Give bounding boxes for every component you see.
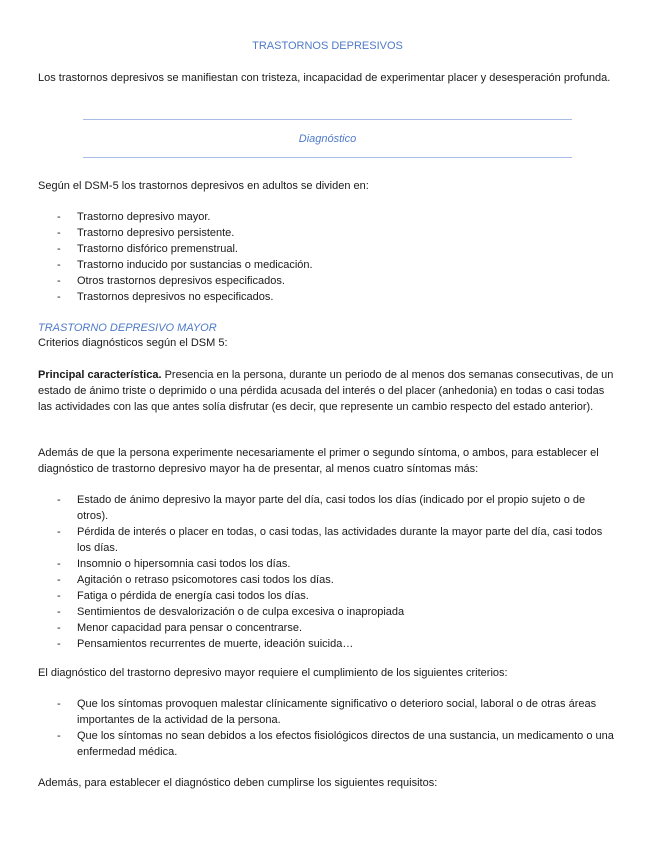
- list-item-text: Pérdida de interés o placer en todas, o casi todas, las actividades durante la mayor parte del día, casi todos los días.: [77, 526, 603, 554]
- intro-paragraph: Los trastornos depresivos se manifiestan con tristeza, incapacidad de experimentar placer y desesperación profunda.: [38, 72, 611, 84]
- list-item: [38, 588, 618, 604]
- list-item-text: Trastornos depresivos no especificados.: [77, 291, 274, 303]
- document-title: TRASTORNOS DEPRESIVOS: [252, 40, 403, 52]
- principal-text: Presencia en la persona, durante un periodo de al menos dos semanas consecutivas, de un estado de ánimo triste o deprimido o una pérdida acusada del interés o del placer (anhedonia) en todas o casi todas las actividades con las que antes solía disfrutar (es decir, que represente un cambio respecto del estado anterior).: [38, 369, 614, 413]
- list-item: [38, 241, 618, 257]
- bullet-dash: -: [57, 558, 61, 570]
- bottom-divider: [83, 157, 572, 158]
- bullet-dash: -: [57, 638, 61, 650]
- list-item-text: Sentimientos de desvalorización o de culpa excesiva o inapropiada: [77, 606, 405, 618]
- principal-label: Principal característica.: [38, 369, 162, 381]
- bullet-dash: -: [57, 227, 61, 239]
- list-item-text: Otros trastornos depresivos especificados.: [77, 275, 285, 287]
- list-item: [38, 556, 618, 572]
- final-intro: Además, para establecer el diagnóstico deben cumplirse los siguientes requisitos:: [38, 777, 438, 789]
- list-item: [38, 273, 618, 289]
- bullet-dash: -: [57, 574, 61, 586]
- list-item-text: Trastorno inducido por sustancias o medicación.: [77, 259, 313, 271]
- bullet-dash: -: [57, 606, 61, 618]
- bullet-dash: -: [57, 590, 61, 602]
- list-item: [38, 636, 618, 652]
- requirement-intro: El diagnóstico del trastorno depresivo mayor requiere el cumplimiento de los siguientes criterios:: [38, 667, 508, 679]
- diagnosis-subtitle: Diagnóstico: [298, 133, 357, 145]
- bullet-dash: -: [57, 291, 61, 303]
- list-item-text: Trastorno depresivo mayor.: [77, 211, 211, 223]
- list-item: [38, 289, 618, 305]
- list-item: [38, 728, 618, 760]
- section-heading: TRASTORNO DEPRESIVO MAYOR: [38, 322, 217, 334]
- additional-intro: Además de que la persona experimente necesariamente el primer o segundo síntoma, o ambos, para establecer el diagnóstico de trastorno depresivo mayor ha de presentar, al menos cuatro síntomas más:: [38, 447, 599, 475]
- list-item: [38, 257, 618, 273]
- criteria-intro: Criterios diagnósticos según el DSM 5:: [38, 337, 228, 349]
- requirements-list: [38, 696, 618, 760]
- bullet-dash: -: [57, 494, 61, 506]
- list-item-text: Insomnio o hipersomnia casi todos los días.: [77, 558, 291, 570]
- principal-paragraph: [38, 367, 618, 415]
- symptoms-list: [38, 492, 618, 652]
- disorder-types-list: [38, 209, 618, 305]
- bullet-dash: -: [57, 243, 61, 255]
- list-item-text: Menor capacidad para pensar o concentrarse.: [77, 622, 303, 634]
- bullet-dash: -: [57, 730, 61, 742]
- list-item-text: Trastorno disfórico premenstrual.: [77, 243, 238, 255]
- list-item-text: Agitación o retraso psicomotores casi todos los días.: [77, 574, 334, 586]
- list-item: [38, 696, 618, 728]
- list-item: [38, 209, 618, 225]
- list-item-text: Pensamientos recurrentes de muerte, ideación suicida…: [77, 638, 354, 650]
- list-item: [38, 225, 618, 241]
- bullet-dash: -: [57, 211, 61, 223]
- bullet-dash: -: [57, 622, 61, 634]
- list-item-text: Fatiga o pérdida de energía casi todos los días.: [77, 590, 309, 602]
- bullet-dash: -: [57, 698, 61, 710]
- list-item: [38, 572, 618, 588]
- bullet-dash: -: [57, 526, 61, 538]
- list-item: [38, 604, 618, 620]
- list-item: [38, 492, 618, 524]
- dsm-intro: Según el DSM-5 los trastornos depresivos en adultos se dividen en:: [38, 180, 369, 192]
- list-item-text: Estado de ánimo depresivo la mayor parte del día, casi todos los días (indicado por el propio sujeto o de otros).: [77, 494, 586, 522]
- bullet-dash: -: [57, 259, 61, 271]
- bullet-dash: -: [57, 275, 61, 287]
- list-item: [38, 620, 618, 636]
- list-item-text: Trastorno depresivo persistente.: [77, 227, 235, 239]
- list-item-text: Que los síntomas provoquen malestar clínicamente significativo o deterioro social, laboral o de otras áreas importantes de la actividad de la persona.: [77, 698, 597, 726]
- list-item: [38, 524, 618, 556]
- top-divider: [83, 119, 572, 120]
- list-item-text: Que los síntomas no sean debidos a los efectos fisiológicos directos de una sustancia, un medicamento o una enfermedad médica.: [77, 730, 614, 758]
